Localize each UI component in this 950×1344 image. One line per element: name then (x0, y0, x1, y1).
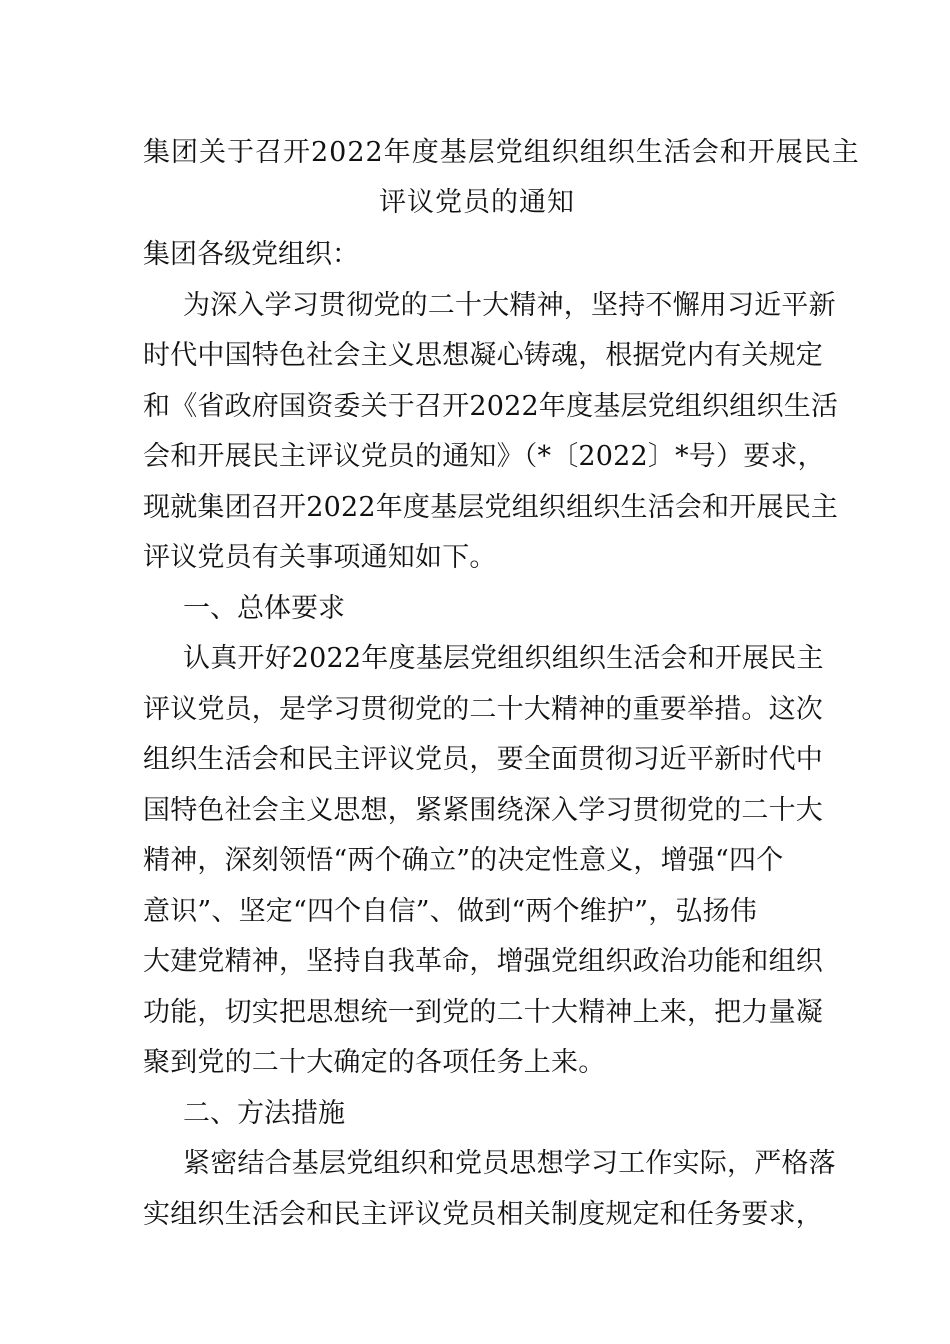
paragraph-line: 评议党员，是学习贯彻党的二十大精神的重要举措。这次 (143, 693, 823, 725)
paragraph-line: 认真开好2022年度基层党组织组织生活会和开展民主 (183, 643, 824, 674)
paragraph-line: 现就集团召开2022年度基层党组织组织生活会和开展民主 (143, 491, 839, 523)
section-heading-methods-measures: 二、方法措施 (183, 1097, 345, 1129)
salutation: 集团各级党组织： (143, 239, 359, 270)
document-title-line-2: 评议党员的通知 (379, 187, 575, 218)
paragraph-line: 为深入学习贯彻党的二十大精神，坚持不懈用习近平新 (183, 289, 836, 321)
paragraph-line: 和《省政府国资委关于召开2022年度基层党组织组织生活 (143, 390, 839, 422)
paragraph-line: 聚到党的二十大确定的各项任务上来。 (143, 1047, 606, 1078)
paragraph-line: 实组织生活会和民主评议党员相关制度规定和任务要求， (143, 1198, 823, 1230)
paragraph-line: 大建党精神，坚持自我革命，增强党组织政治功能和组织 (143, 946, 823, 977)
section-heading-general-requirements: 一、总体要求 (183, 592, 345, 624)
section1-paragraph (143, 634, 824, 1089)
document-title-line-1: 集团关于召开2022年度基层党组织组织生活会和开展民主 (143, 137, 860, 168)
paragraph-line: 评议党员有关事项通知如下。 (143, 542, 497, 573)
paragraph-line: 意识”、坚定“四个自信”、做到“两个维护”，弘扬伟 (143, 895, 758, 927)
paragraph-line: 会和开展民主评议党员的通知》（*〔2022〕*号）要求， (143, 441, 825, 472)
paragraph-line: 精神，深刻领悟“两个确立”的决定性意义，增强“四个 (143, 845, 784, 876)
paragraph-line: 时代中国特色社会主义思想凝心铸魂，根据党内有关规定 (143, 340, 823, 371)
section2-paragraph (143, 1139, 836, 1240)
paragraph-line: 功能，切实把思想统一到党的二十大精神上来，把力量凝 (143, 996, 823, 1028)
paragraph-line: 组织生活会和民主评议党员，要全面贯彻习近平新时代中 (143, 744, 823, 775)
document-page (143, 128, 860, 1240)
intro-paragraph (143, 281, 839, 584)
paragraph-line: 国特色社会主义思想，紧紧围绕深入学习贯彻党的二十大 (143, 794, 823, 826)
paragraph-line: 紧密结合基层党组织和党员思想学习工作实际，严格落 (183, 1148, 836, 1179)
